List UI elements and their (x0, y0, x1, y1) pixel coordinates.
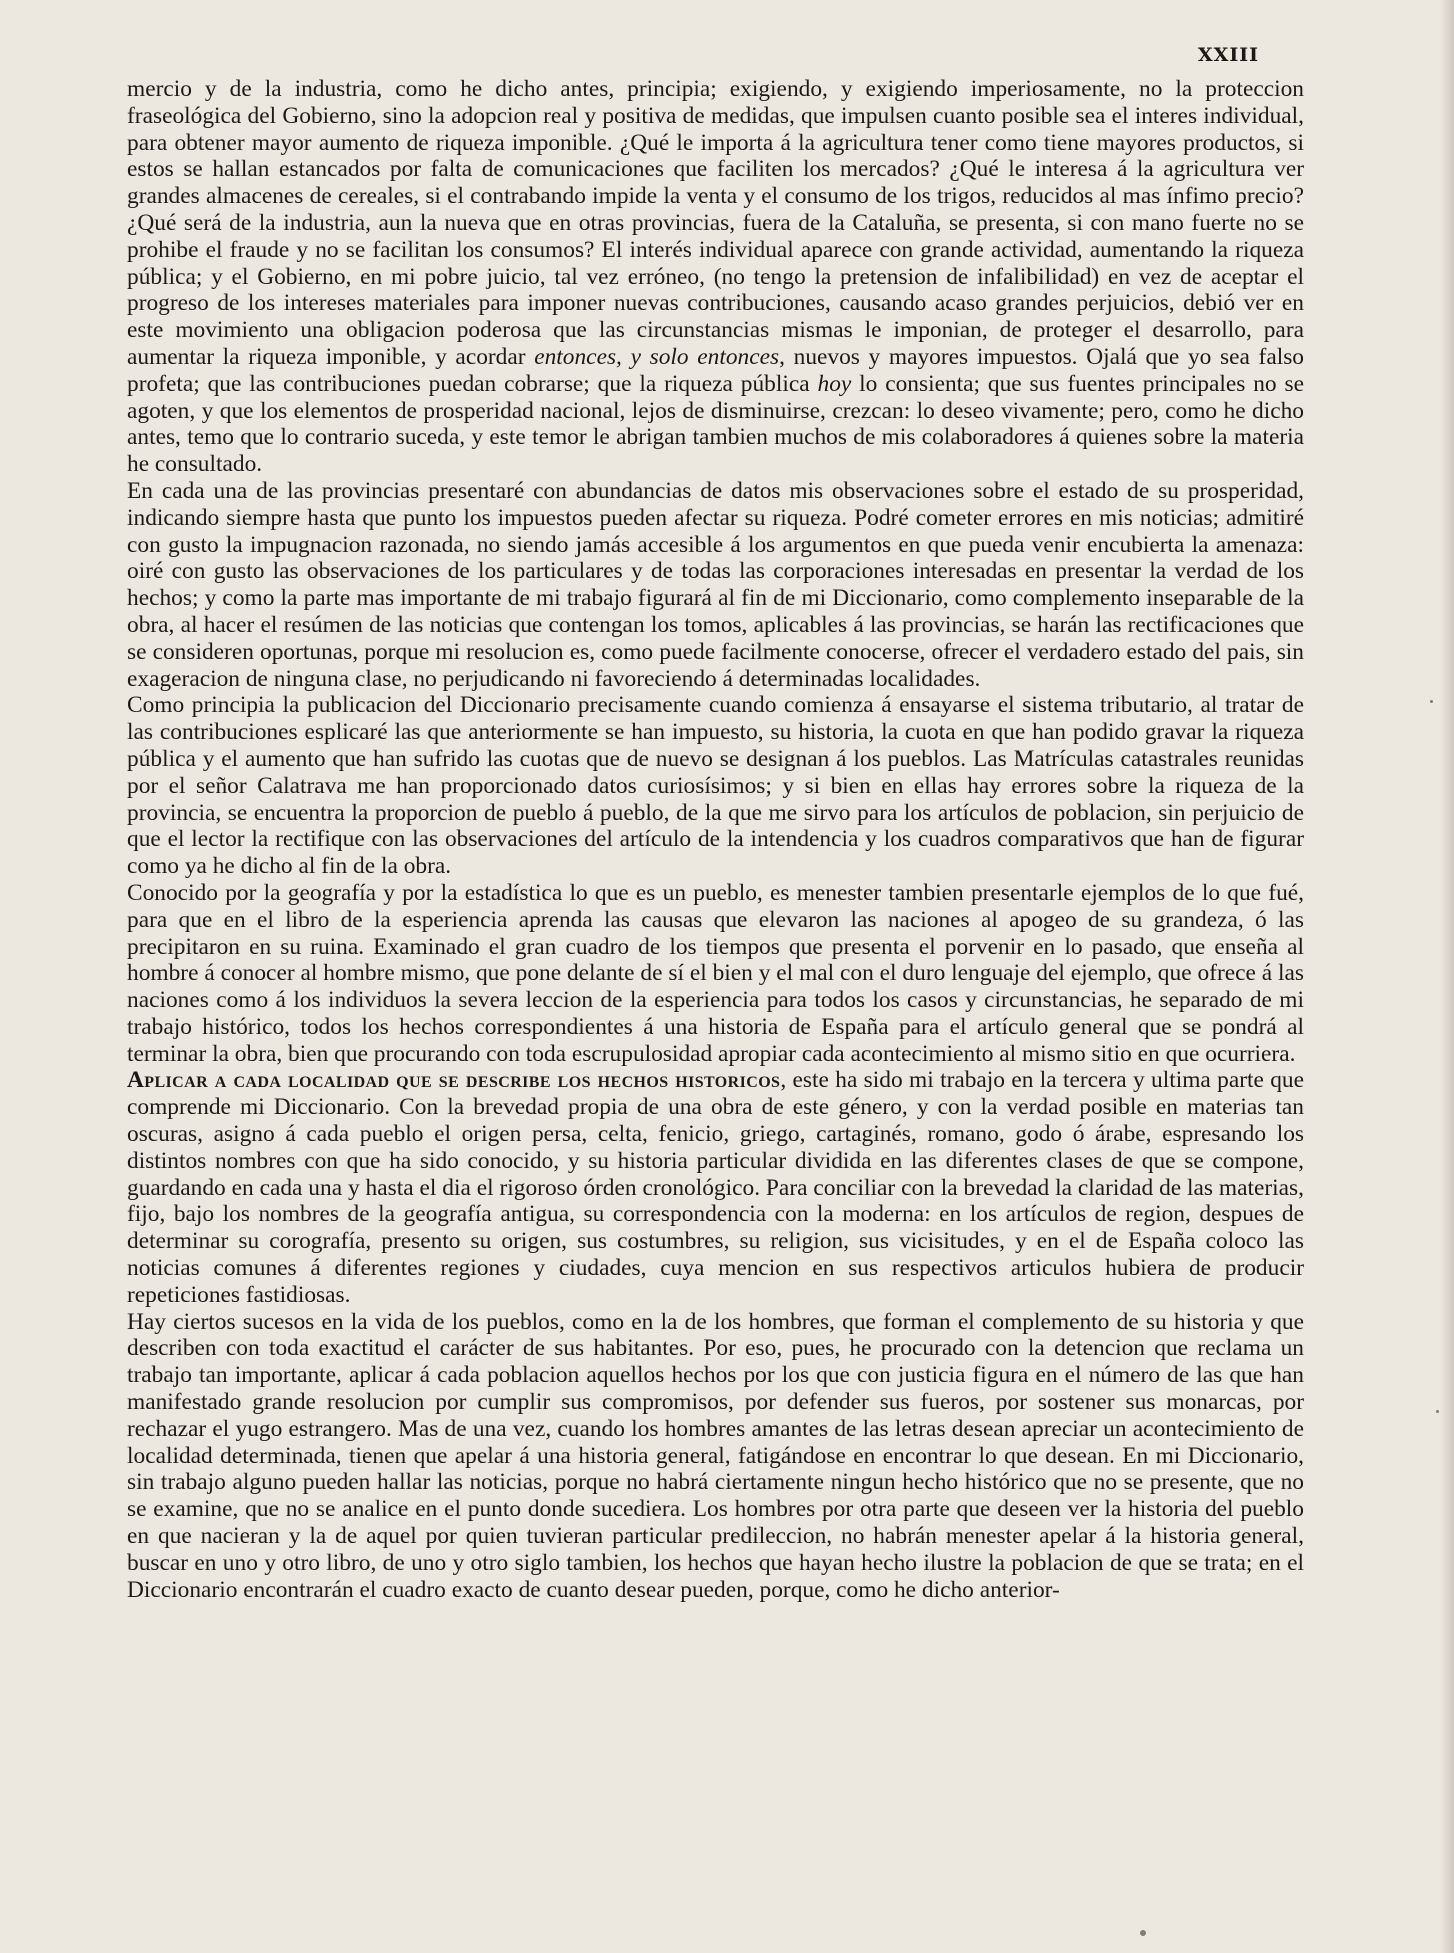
paragraph-5-text: , este ha sido mi trabajo en la tercera y ultima parte que comprende mi Diccionario. Con la brevedad propia de una obra de este género, y con la verdad posible en materias tan oscuras, asigno á cada pueblo el origen persa, celta, fenicio, griego, cartaginés, romano, godo ó árabe, espresando los distintos nombres con que ha sido conocido, y su historia particular dividida en las diferentes clases de que se compone, guardando en cada una y hasta el dia el rigoroso órden cronológico. Para conciliar con la brevedad la claridad de las materias, fijo, bajo los nombres de la geografía antigua, su correspondencia con la moderna: en los artículos de region, despues de determinar su corografía, presento su origen, sus costumbres, su religion, sus vicisitudes, y en el de España coloco las noticias comunes á diferentes regiones y ciudades, cuya mencion en sus respectivos articulos hubiera de producir repeticiones fastidiosas. (127, 1067, 1304, 1308)
paragraph-2: En cada una de las provincias presentaré con abundancias de datos mis observaciones sobre el estado de su prosperidad, indicando siempre hasta que punto los impuestos pueden afectar su riqueza. Podré cometer errores en mis noticias; admitiré con gusto la impugnacion razonada, no siendo jamás accesible á los argumentos en que pueda venir encubierta la amenaza: oiré con gusto las observaciones de los particulares y de todas las corporaciones interesadas en presentar la verdad de los hechos; y como la parte mas importante de mi trabajo figurará al fin de mi Diccionario, como complemento inseparable de la obra, al hacer el resúmen de las noticias que contengan los tomos, aplicables á las provincias, se harán las rectificaciones que se consideren oportunas, porque mi resolucion es, como puede facilmente conocerse, ofrecer el verdadero estado del pais, sin exageracion de ninguna clase, no perjudicando ni favoreciendo á determinadas localidades. (127, 477, 1304, 692)
paragraph-6: Hay ciertos sucesos en la vida de los pueblos, como en la de los hombres, que forman el complemento de su historia y que describen con toda exactitud el carácter de sus habitantes. Por eso, pues, he procurado con la detencion que reclama un trabajo tan importante, aplicar á cada poblacion aquellos hechos por los que con justicia figura en el número de las que han manifestado grande resolucion por cumplir sus compromisos, por defender sus fueros, por sostener sus monarcas, por rechazar el yugo estrangero. Mas de una vez, cuando los hombres amantes de las letras desean apreciar un acontecimiento de localidad determinada, tienen que apelar á una historia general, fatigándose en encontrar lo que desean. En mi Diccionario, sin trabajo alguno pueden hallar las noticias, porque no habrá ciertamente ningun hecho histórico que no se presente, que no se examine, que no se analice en el punto donde sucediera. Los hombres por otra parte que deseen ver la historia del pueblo en que nacieran y la de aquel por quien tuvieran particular predileccion, no habrán menester apelar á la historia general, buscar en uno y otro libro, de uno y otro siglo tambien, los hechos que hayan hecho ilustre la poblacion de que se trata; en el Diccionario encontrarán el cuadro exacto de cuanto desear pueden, porque, como he dicho anterior- (127, 1308, 1304, 1603)
paper-speck (1430, 700, 1433, 703)
paragraph-5-lead: Aplicar a cada localidad que se describe los hechos historicos (127, 1067, 781, 1094)
paragraph-4: Conocido por la geografía y por la estadística lo que es un pueblo, es menester tambien presentarle ejemplos de lo que fué, para que en el libro de la esperiencia aprenda las causas que elevaron las naciones al apogeo de su grandeza, ó las precipitaron en su ruina. Examinado el gran cuadro de los tiempos que presenta el porvenir en lo pasado, que enseña al hombre á conocer al hombre mismo, que pone delante de sí el bien y el mal con el duro lenguaje del ejemplo, que ofrece á las naciones como á los individuos la severa leccion de la esperiencia para todos los casos y circunstancias, he separado de mi trabajo histórico, todos los hechos correspondientes á una historia de España para el artículo general que se pondrá al terminar la obra, bien que procurando con toda escrupulosidad apropiar cada acontecimiento al mismo sitio en que ocurriera. (127, 879, 1304, 1067)
paragraph-1 (127, 76, 1304, 478)
page-edge-shadow (1440, 0, 1454, 1953)
paragraph-1-text-b: , nuevos y mayores impuestos. Ojalá que yo sea falso profeta; que las contribuciones puedan cobrarse; que la riqueza pública (127, 343, 1304, 397)
paragraph-1-italic-1: entonces, y solo entonces (534, 343, 780, 370)
paper-speck (1140, 1930, 1146, 1936)
page-number: XXIII (1197, 44, 1259, 66)
paragraph-1-text-c: lo consienta; que sus fuentes principales no se agoten, y que los elementos de prosperidad nacional, lejos de disminuirse, crezcan: lo deseo vivamente; pero, como he dicho antes, temo que lo contrario suceda, y este temor le abrigan tambien muchos de mis colaboradores á quienes sobre la materia he consultado. (127, 370, 1304, 478)
paragraph-1-text-a: mercio y de la industria, como he dicho antes, principia; exigiendo, y exigiendo imperiosamente, no la proteccion fraseológica del Gobierno, sino la adopcion real y positiva de medidas, que impulsen cuanto posible sea el interes individual, para obtener mayor aumento de riqueza imponible. ¿Qué le importa á la agricultura tener como tiene mayores productos, si estos se hallan estancados por falta de comunicaciones que faciliten los mercados? ¿Qué le interesa á la agricultura ver grandes almacenes de cereales, si el contrabando impide la venta y el consumo de los trigos, reducidos al mas ínfimo precio? ¿Qué será de la industria, aun la nueva que en otras provincias, fuera de la Cataluña, se presenta, si con mano fuerte no se prohibe el fraude y no se facilitan los consumos? El interés individual aparece con grande actividad, aumentando la riqueza pública; y el Gobierno, en mi pobre juicio, tal vez erróneo, (no tengo la pretension de infalibilidad) en vez de aceptar el progreso de los intereses materiales para imponer nuevas contribuciones, causando acaso grandes perjuicios, debió ver en este movimiento una obligacion poderosa que las circunstancias mismas le imponian, de proteger el desarrollo, para aumentar la riqueza imponible, y acordar (127, 76, 1304, 370)
paragraph-3: Como principia la publicacion del Diccionario precisamente cuando comienza á ensayarse el sistema tributario, al tratar de las contribuciones esplicaré las que anteriormente se han impuesto, su historia, la cuota en que han podido gravar la riqueza pública y el aumento que han sufrido las cuotas que de nuevo se designan á los pueblos. Las Matrículas catastrales reunidas por el señor Calatrava me han proporcionado datos curiosísimos; y si bien en ellas hay errores sobre la riqueza de la provincia, se encuentra la proporcion de pueblo á pueblo, de la que me sirvo para los artículos de poblacion, sin perjuicio de que el lector la rectifique con las observaciones del artículo de la intendencia y los cuadros comparativos que han de figurar como ya he dicho al fin de la obra. (127, 692, 1304, 880)
paper-speck (1436, 1410, 1439, 1413)
body-text (127, 76, 1304, 1603)
paragraph-5 (127, 1067, 1304, 1308)
paragraph-1-italic-2: hoy (817, 370, 852, 397)
